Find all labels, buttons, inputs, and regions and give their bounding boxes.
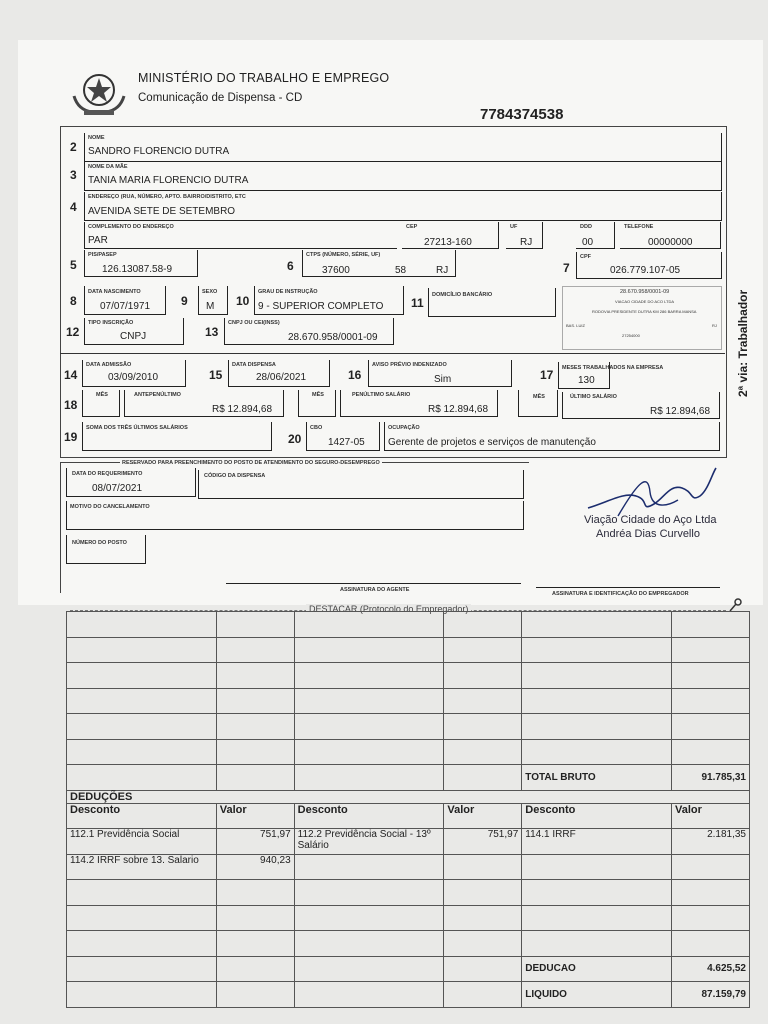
table-row <box>67 637 750 663</box>
nascimento-value: 07/07/1971 <box>100 301 151 312</box>
ocupacao-value: Gerente de projetos e serviços de manutenção <box>388 437 596 448</box>
field-number: 10 <box>236 294 250 308</box>
mes-label: MÊS <box>96 392 108 398</box>
field-number: 4 <box>70 200 77 214</box>
deduction-desc: 114.2 IRRF sobre 13. Salario <box>67 854 217 880</box>
stamp-cep: 27254000 <box>622 333 640 338</box>
admissao-value: 03/09/2010 <box>108 372 159 383</box>
table-row <box>67 956 750 982</box>
ctps-number: 37600 <box>322 265 350 276</box>
pis-value: 126.13087.58-9 <box>102 264 173 275</box>
stamp-city: BAS. LUIZ <box>566 323 585 328</box>
col-valor: Valor <box>216 803 294 829</box>
cpf-value: 026.779.107-05 <box>610 265 681 276</box>
stamp-address: RODOVIA PRESIDENTE DUTRA KM 286 BARRA MANSA <box>592 309 697 314</box>
stamp-company: VIACAO CIDADE DO ACO LTDA <box>615 299 675 304</box>
grau-value: 9 - SUPERIOR COMPLETO <box>258 301 384 312</box>
table-row <box>67 612 750 638</box>
deduction-value: 2.181,35 <box>672 829 750 855</box>
destacar-label: DESTACAR (Protocolo do Empregador) <box>306 604 471 614</box>
stamp-cnpj: 28.670.958/0001-09 <box>620 289 670 295</box>
tipo-value: CNPJ <box>120 331 147 342</box>
penultimo-label: PENÚLTIMO SALÁRIO <box>352 392 411 398</box>
field-number: 17 <box>540 368 554 382</box>
deducao-value: 4.625,52 <box>672 956 750 982</box>
cbo-label: CBO <box>310 425 323 431</box>
soma-label: SOMA DOS TRÊS ÚLTIMOS SALÁRIOS <box>86 425 188 431</box>
ctps-uf: RJ <box>436 265 449 276</box>
ministry-title: MINISTÉRIO DO TRABALHO E EMPREGO <box>138 71 390 85</box>
rubricas-table <box>66 611 750 1008</box>
ddd-value: 00 <box>582 237 594 248</box>
dispensa-value: 28/06/2021 <box>256 372 307 383</box>
employer-signature-line <box>536 587 720 588</box>
sexo-value: M <box>206 301 215 312</box>
field-number: 5 <box>70 258 77 272</box>
stamp-uf: RJ <box>712 323 717 328</box>
reservado-label: RESERVADO PARA PREENCHIMENTO DO POSTO DE ATENDIMENTO DO SEGURO-DESEMPREGO <box>122 460 380 466</box>
table-row <box>67 931 750 957</box>
ddd-label: DDD <box>580 224 592 230</box>
field-number: 12 <box>66 325 80 339</box>
field-number: 2 <box>70 140 77 154</box>
col-valor: Valor <box>672 803 750 829</box>
deduction-desc: 112.1 Previdência Social <box>67 829 217 855</box>
liquido-value: 87.159,79 <box>672 982 750 1008</box>
requerimento-label: DATA DO REQUERIMENTO <box>72 471 143 477</box>
meses-value: 130 <box>578 375 595 386</box>
employer-signature-label: ASSINATURA E IDENTIFICAÇÃO DO EMPREGADOR <box>552 591 689 597</box>
form-subtitle: Comunicação de Dispensa - CD <box>138 92 303 104</box>
endereco-value: AVENIDA SETE DE SETEMBRO <box>88 206 236 217</box>
complemento-value: PAR <box>88 235 108 246</box>
total-bruto-value: 91.785,31 <box>672 765 750 791</box>
ocupacao-label: OCUPAÇÃO <box>388 425 420 431</box>
employer-person-name: Andréa Dias Curvello <box>596 528 700 540</box>
antepenultimo-value: R$ 12.894,68 <box>212 404 273 415</box>
copy-indicator: 2ª via: Trabalhador <box>736 289 750 397</box>
agente-signature-line <box>226 583 521 584</box>
col-desconto: Desconto <box>522 803 672 829</box>
grau-label: GRAU DE INSTRUÇÃO <box>258 289 318 295</box>
field-number: 3 <box>70 168 77 182</box>
col-valor: Valor <box>444 803 522 829</box>
field-number: 13 <box>205 325 219 339</box>
endereco-label: ENDEREÇO (RUA, NÚMERO, APTO. BAIRRO/DISTRITO, ETC <box>88 194 246 200</box>
mae-value: TANIA MARIA FLORENCIO DUTRA <box>88 175 249 186</box>
ultimo-label: ÚLTIMO SALÁRIO <box>570 394 617 400</box>
nascimento-label: DATA NASCIMENTO <box>88 289 141 295</box>
requerimento-value: 08/07/2021 <box>92 483 143 494</box>
section-divider <box>60 353 725 354</box>
deduction-desc: 114.1 IRRF <box>522 829 672 855</box>
table-row <box>67 905 750 931</box>
aviso-value: Sim <box>434 374 452 385</box>
table-row <box>67 688 750 714</box>
table-row <box>67 714 750 740</box>
codigo-dispensa-label: CÓDIGO DA DISPENSA <box>204 473 266 479</box>
liquido-label: LIQUIDO <box>522 982 672 1008</box>
table-row <box>67 880 750 906</box>
brazil-coat-of-arms-icon <box>68 66 130 118</box>
mes-label: MÊS <box>312 392 324 398</box>
col-desconto: Desconto <box>67 803 217 829</box>
motivo-label: MOTIVO DO CANCELAMENTO <box>70 504 150 510</box>
ctps-serie: 58 <box>395 265 407 276</box>
field-number: 14 <box>64 368 78 382</box>
deducao-label: DEDUCAO <box>522 956 672 982</box>
posto-label: NÚMERO DO POSTO <box>72 540 127 546</box>
company-stamp <box>562 286 722 350</box>
table-row <box>67 739 750 765</box>
telefone-value: 00000000 <box>648 237 693 248</box>
ultimo-value: R$ 12.894,68 <box>650 406 711 417</box>
field-number: 19 <box>64 430 78 444</box>
complemento-label: COMPLEMENTO DO ENDEREÇO <box>88 224 174 230</box>
field-number: 15 <box>209 368 223 382</box>
pis-label: PIS/PASEP <box>88 252 117 258</box>
field-number: 6 <box>287 259 294 273</box>
cpf-label: CPF <box>580 254 591 260</box>
field-number: 7 <box>563 261 570 275</box>
telefone-label: TELEFONE <box>624 224 654 230</box>
field-number: 11 <box>411 296 424 310</box>
sexo-label: SEXO <box>202 289 218 295</box>
col-desconto: Desconto <box>294 803 444 829</box>
domicilio-label: DOMICÍLIO BANCÁRIO <box>432 292 493 298</box>
deduction-value: 751,97 <box>444 829 522 855</box>
table-row <box>67 854 750 880</box>
cep-value: 27213-160 <box>424 237 472 248</box>
field-number: 20 <box>288 432 302 446</box>
tipo-label: TIPO INSCRIÇÃO <box>88 320 134 326</box>
dispensa-label: DATA DISPENSA <box>232 362 276 368</box>
cnpj-label: CNPJ OU CEI(INSS) <box>228 320 280 326</box>
table-row <box>67 829 750 855</box>
cnpj-value: 28.670.958/0001-09 <box>288 332 378 343</box>
deduction-value: 751,97 <box>216 829 294 855</box>
document-number: 7784374538 <box>480 106 564 123</box>
uf-label: UF <box>510 224 518 230</box>
agente-signature-label: ASSINATURA DO AGENTE <box>340 587 410 593</box>
deduction-value: 940,23 <box>216 854 294 880</box>
nome-value: SANDRO FLORENCIO DUTRA <box>88 146 230 157</box>
admissao-label: DATA ADMISSÃO <box>86 362 132 368</box>
antepenultimo-label: ANTEPENÚLTIMO <box>134 392 181 398</box>
field-number: 18 <box>64 398 78 412</box>
employer-company-name: Viação Cidade do Aço Ltda <box>584 514 717 526</box>
meses-label: MESES TRABALHADOS NA EMPRESA <box>562 365 664 371</box>
table-row <box>67 663 750 689</box>
cep-label: CEP <box>406 224 418 230</box>
penultimo-value: R$ 12.894,68 <box>428 404 489 415</box>
uf-value: RJ <box>520 237 533 248</box>
field-number: 9 <box>181 294 188 308</box>
deduction-desc: 112.2 Previdência Social - 13º Salário <box>294 829 444 855</box>
ctps-label: CTPS (NÚMERO, SÉRIE, UF) <box>306 252 381 258</box>
table-row <box>67 765 750 791</box>
cbo-value: 1427-05 <box>328 437 365 448</box>
field-number: 8 <box>70 294 77 308</box>
aviso-label: AVISO PRÉVIO INDENIZADO <box>372 362 447 368</box>
nome-label: NOME <box>88 135 105 141</box>
deducoes-title: DEDUÇÕES <box>67 790 750 803</box>
mae-label: NOME DA MÃE <box>88 164 128 170</box>
table-row <box>67 982 750 1008</box>
mes-label: MÊS <box>533 394 545 400</box>
total-bruto-label: TOTAL BRUTO <box>522 765 672 791</box>
field-number: 16 <box>348 368 362 382</box>
